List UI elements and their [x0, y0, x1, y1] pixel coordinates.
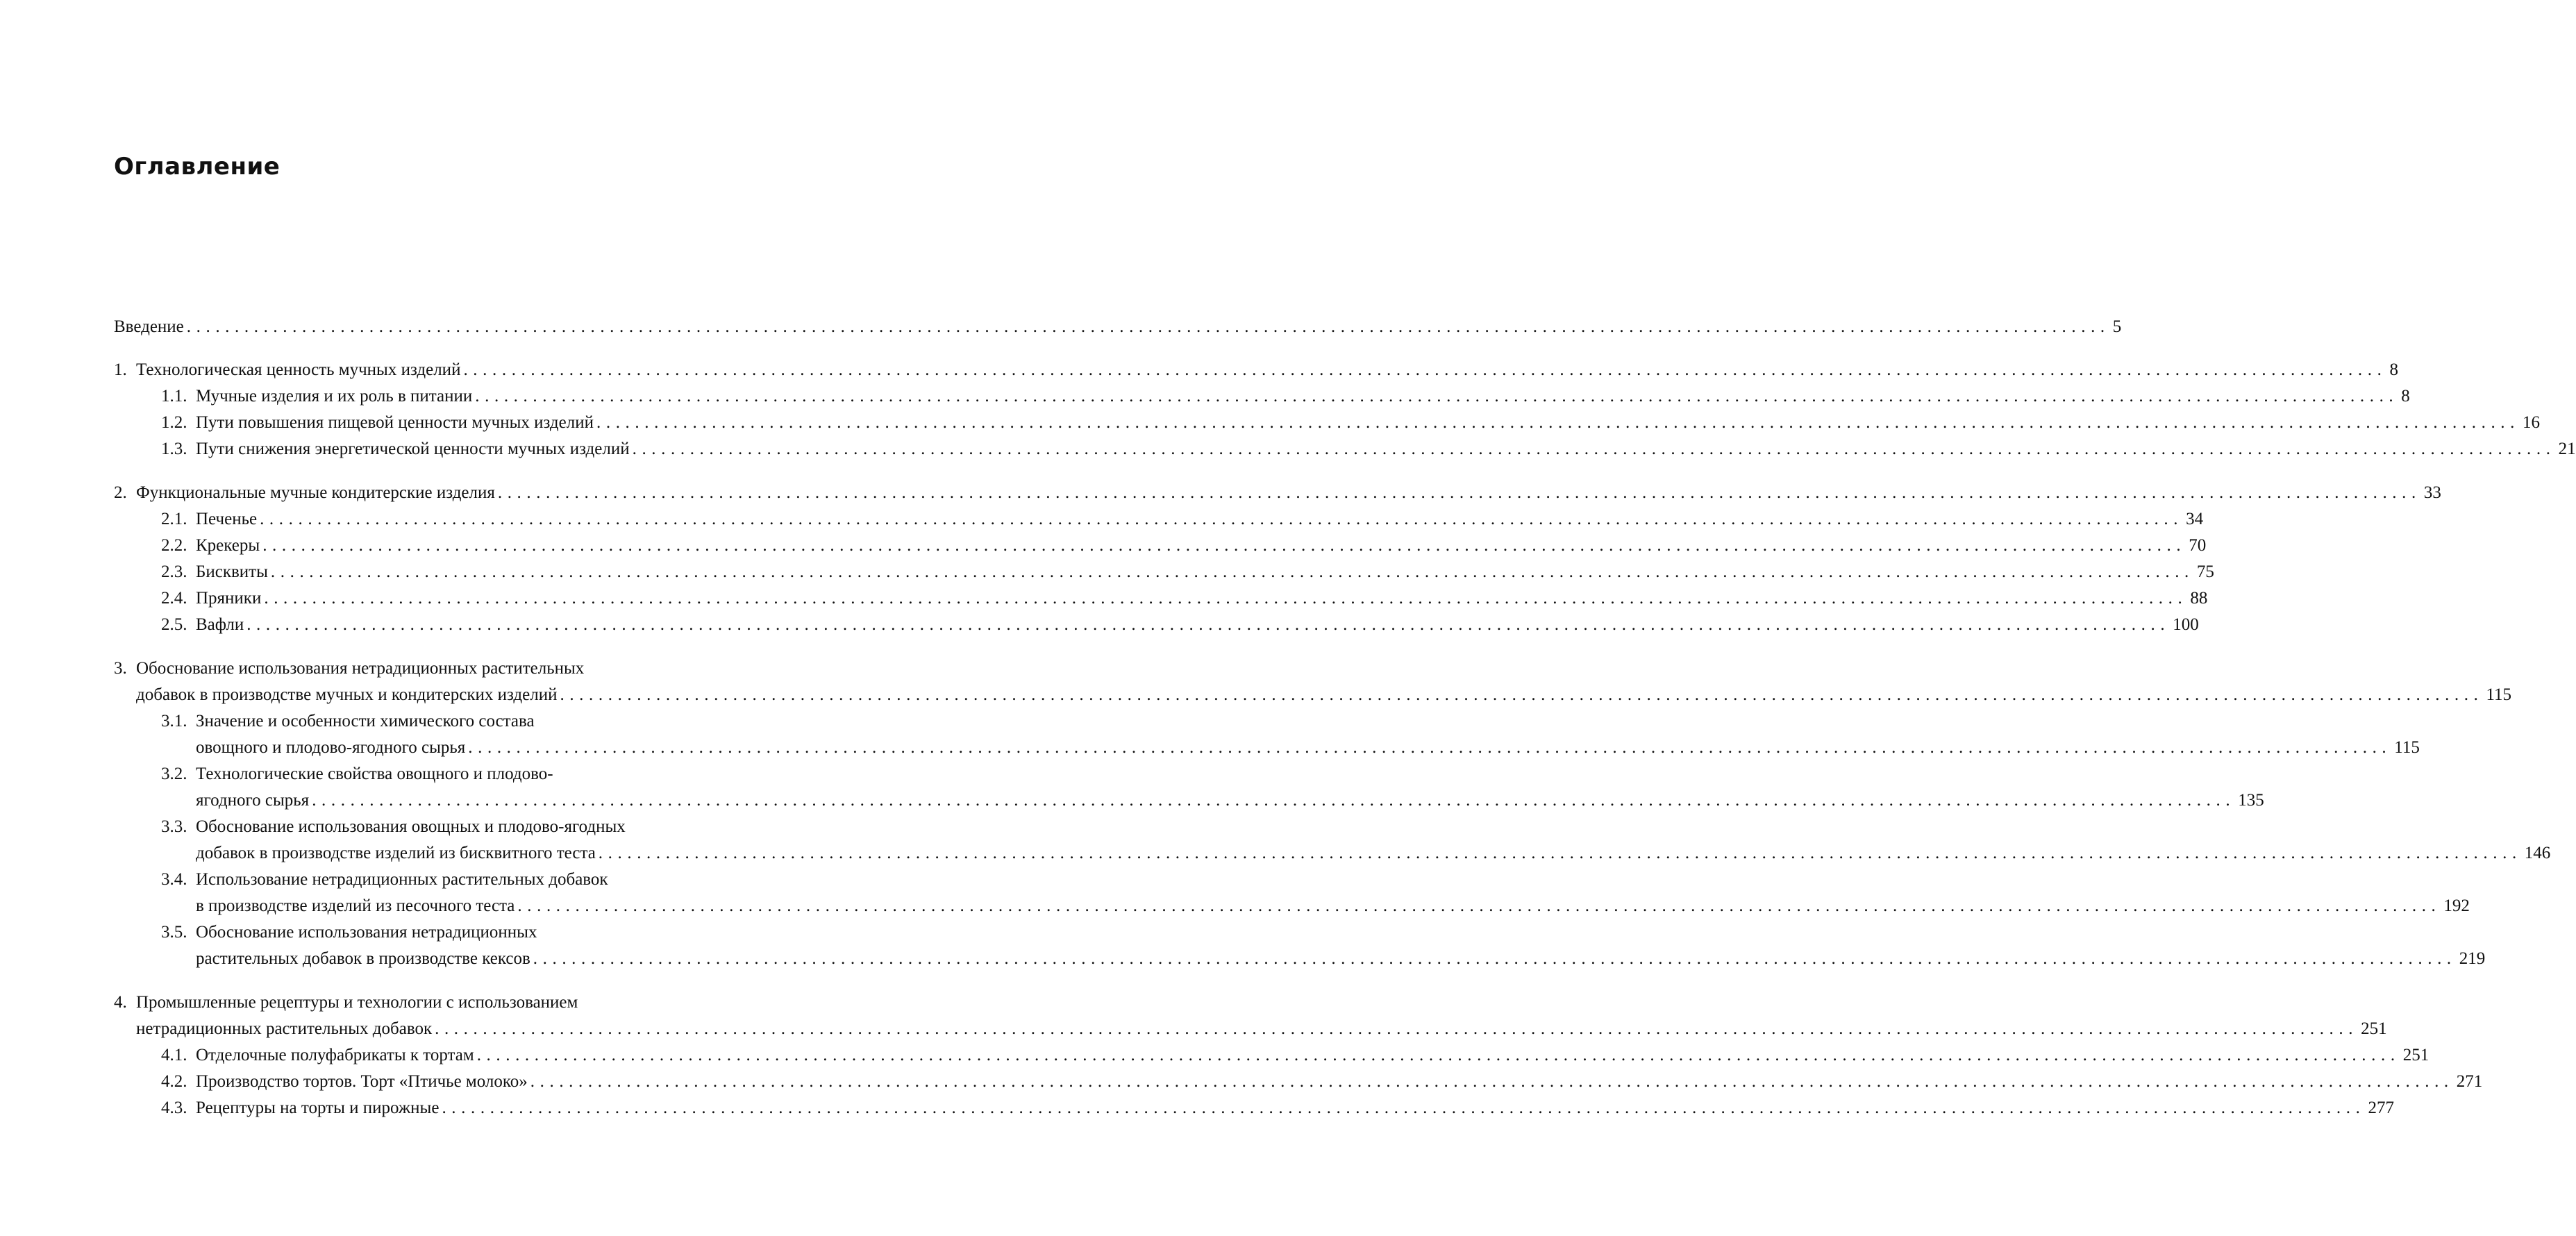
toc-chapter-group [114, 655, 2551, 972]
toc-entry-title: Технологическая ценность мучных изделий [136, 360, 461, 379]
toc-entry-number: 3.3. [161, 817, 187, 836]
toc-entry-intro[interactable] [114, 314, 2122, 340]
toc-entry-number: 3.5. [161, 923, 187, 942]
toc-page-number: 277 [2368, 1099, 2394, 1117]
toc-entry-number: 3. [114, 659, 127, 678]
dot-leader: ........................................................................................................................................................................................................ [476, 1046, 2400, 1064]
toc-entry-title: Вафли [196, 615, 244, 634]
toc-page-number: 8 [2389, 360, 2398, 379]
dot-leader: ........................................................................................................................................................................................................ [468, 738, 2392, 757]
toc-entry-number: 2.5. [161, 615, 187, 634]
toc-entry-section[interactable] [114, 1095, 2394, 1121]
toc-entry-section[interactable] [114, 919, 2486, 972]
toc-entry-title: Пути снижения энергетической ценности мучных изделий [196, 440, 630, 458]
dot-leader: ........................................................................................................................................................................................................ [262, 536, 2186, 555]
toc-entry-section[interactable] [114, 814, 2551, 867]
toc-entry-chapter[interactable] [114, 989, 2387, 1042]
toc-page-number: 271 [2456, 1072, 2483, 1091]
dot-leader: ........................................................................................................................................................................................................ [442, 1099, 2366, 1117]
toc-page-number: 21 [2558, 440, 2576, 458]
toc-page-number: 115 [2394, 738, 2420, 757]
toc-entry-title: ягодного сырья [196, 791, 310, 810]
toc-page-number: 16 [2523, 413, 2540, 432]
toc-entry-section[interactable] [114, 559, 2214, 585]
toc-entry-chapter[interactable] [114, 655, 2512, 708]
toc-chapter-group [114, 357, 2576, 462]
toc-entry-title: растительных добавок в производстве кексов [196, 949, 530, 968]
toc-entry-number: 2.2. [161, 536, 187, 555]
toc-entry-title-line: Использование нетрадиционных растительных добавок [196, 870, 608, 889]
toc-entry-title-line: Значение и особенности химического состава [196, 712, 535, 730]
toc-entry-title: Крекеры [196, 536, 260, 555]
dot-leader: ........................................................................................................................................................................................................ [260, 510, 2184, 528]
toc-entry-section[interactable] [114, 436, 2576, 462]
toc-entry-chapter[interactable] [114, 357, 2398, 383]
toc-entry-number: 3.2. [161, 765, 187, 783]
toc-entry-title: Рецептуры на торты и пирожные [196, 1099, 440, 1117]
toc-chapter-group [114, 989, 2483, 1121]
toc-entry-title: добавок в производстве мучных и кондитерских изделий [136, 685, 558, 704]
toc-entry-title: нетрадиционных растительных добавок [136, 1019, 433, 1038]
toc-entry-title-line: Обоснование использования нетрадиционных [196, 923, 537, 942]
toc-entry-number: 2.4. [161, 589, 187, 608]
toc-entry-title: Функциональные мучные кондитерские изделия [136, 483, 495, 502]
toc-page-number: 146 [2524, 844, 2551, 862]
toc-page-number: 251 [2361, 1019, 2387, 1038]
toc-page-number: 192 [2443, 896, 2470, 915]
toc-intro-group [114, 314, 2122, 340]
toc-entry-section[interactable] [114, 506, 2204, 533]
toc-entry-title-line: Технологические свойства овощного и плодово- [196, 765, 553, 783]
toc-entry-number: 3.1. [161, 712, 187, 730]
toc-page-number: 251 [2402, 1046, 2429, 1064]
dot-leader: ........................................................................................................................................................................................................ [186, 317, 2110, 336]
dot-leader: ........................................................................................................................................................................................................ [475, 387, 2399, 406]
toc-entry-number: 2.1. [161, 510, 187, 528]
toc-entry-section[interactable] [114, 761, 2264, 814]
toc-entry-number: 2.3. [161, 562, 187, 581]
toc-entry-number: 4. [114, 993, 127, 1012]
dot-leader: ........................................................................................................................................................................................................ [632, 440, 2556, 458]
toc-page-number: 33 [2423, 483, 2441, 502]
dot-leader: ........................................................................................................................................................................................................ [264, 589, 2188, 608]
dot-leader: ........................................................................................................................................................................................................ [435, 1019, 2359, 1038]
dot-leader: ........................................................................................................................................................................................................ [497, 483, 2421, 502]
dot-leader: ........................................................................................................................................................................................................ [463, 360, 2387, 379]
toc-entry-section[interactable] [114, 533, 2207, 559]
page-title: Оглавление [114, 153, 281, 181]
dot-leader: ........................................................................................................................................................................................................ [530, 1072, 2454, 1091]
toc-entry-number: 1. [114, 360, 127, 379]
toc-page-number: 100 [2173, 615, 2199, 634]
dot-leader: ........................................................................................................................................................................................................ [517, 896, 2441, 915]
toc-entry-number: 1.2. [161, 413, 187, 432]
toc-entry-number: 2. [114, 483, 127, 502]
toc-page-number: 219 [2459, 949, 2486, 968]
toc-entry-title: Пути повышения пищевой ценности мучных изделий [196, 413, 594, 432]
toc-entry-title: Пряники [196, 589, 262, 608]
toc-entry-number: 1.3. [161, 440, 187, 458]
toc-entry-title: Производство тортов. Торт «Птичье молоко» [196, 1072, 528, 1091]
toc-chapter-group [114, 480, 2441, 638]
toc-entry-title: Бисквиты [196, 562, 268, 581]
dot-leader: ........................................................................................................................................................................................................ [596, 413, 2520, 432]
toc-entry-section[interactable] [114, 383, 2410, 410]
toc-entry-section[interactable] [114, 867, 2470, 919]
toc-entry-title: Печенье [196, 510, 258, 528]
toc-page-number: 34 [2186, 510, 2204, 528]
toc-entry-section[interactable] [114, 708, 2420, 761]
toc-page-number: 70 [2189, 536, 2207, 555]
toc-entry-title: овощного и плодово-ягодного сырья [196, 738, 466, 757]
dot-leader: ........................................................................................................................................................................................................ [270, 562, 2194, 581]
toc-entry-section[interactable] [114, 612, 2199, 638]
toc-entry-section[interactable] [114, 1042, 2429, 1069]
toc-entry-number: 4.1. [161, 1046, 187, 1064]
toc-entry-title-line: Обоснование использования нетрадиционных растительных [136, 659, 585, 678]
toc-page-number: 5 [2112, 317, 2122, 336]
toc-entry-title-line: Обоснование использования овощных и плодово-ягодных [196, 817, 626, 836]
dot-leader: ........................................................................................................................................................................................................ [560, 685, 2484, 704]
toc-entry-chapter[interactable] [114, 480, 2441, 506]
dot-leader: ........................................................................................................................................................................................................ [533, 949, 2457, 968]
toc-page-number: 8 [2401, 387, 2410, 406]
toc-page-number: 135 [2238, 791, 2264, 810]
dot-leader: ........................................................................................................................................................................................................ [312, 791, 2236, 810]
toc-entry-title: добавок в производстве изделий из бисквитного теста [196, 844, 596, 862]
toc-entry-number: 4.3. [161, 1099, 187, 1117]
table-of-contents [114, 314, 2576, 1139]
toc-entry-title: Мучные изделия и их роль в питании [196, 387, 473, 406]
toc-page-number: 88 [2190, 589, 2208, 608]
toc-entry-number: 1.1. [161, 387, 187, 406]
toc-entry-section[interactable] [114, 585, 2208, 612]
toc-entry-number: 4.2. [161, 1072, 187, 1091]
dot-leader: ........................................................................................................................................................................................................ [246, 615, 2171, 634]
toc-page-number: 115 [2486, 685, 2512, 704]
toc-page-number: 75 [2196, 562, 2214, 581]
dot-leader: ........................................................................................................................................................................................................ [598, 844, 2522, 862]
toc-entry-section[interactable] [114, 410, 2540, 436]
toc-entry-title-line: Промышленные рецептуры и технологии с использованием [136, 993, 578, 1012]
toc-entry-title: в производстве изделий из песочного теста [196, 896, 515, 915]
toc-entry-title: Введение [114, 317, 184, 336]
toc-entry-section[interactable] [114, 1069, 2483, 1095]
toc-entry-number: 3.4. [161, 870, 187, 889]
toc-entry-title: Отделочные полуфабрикаты к тортам [196, 1046, 474, 1064]
